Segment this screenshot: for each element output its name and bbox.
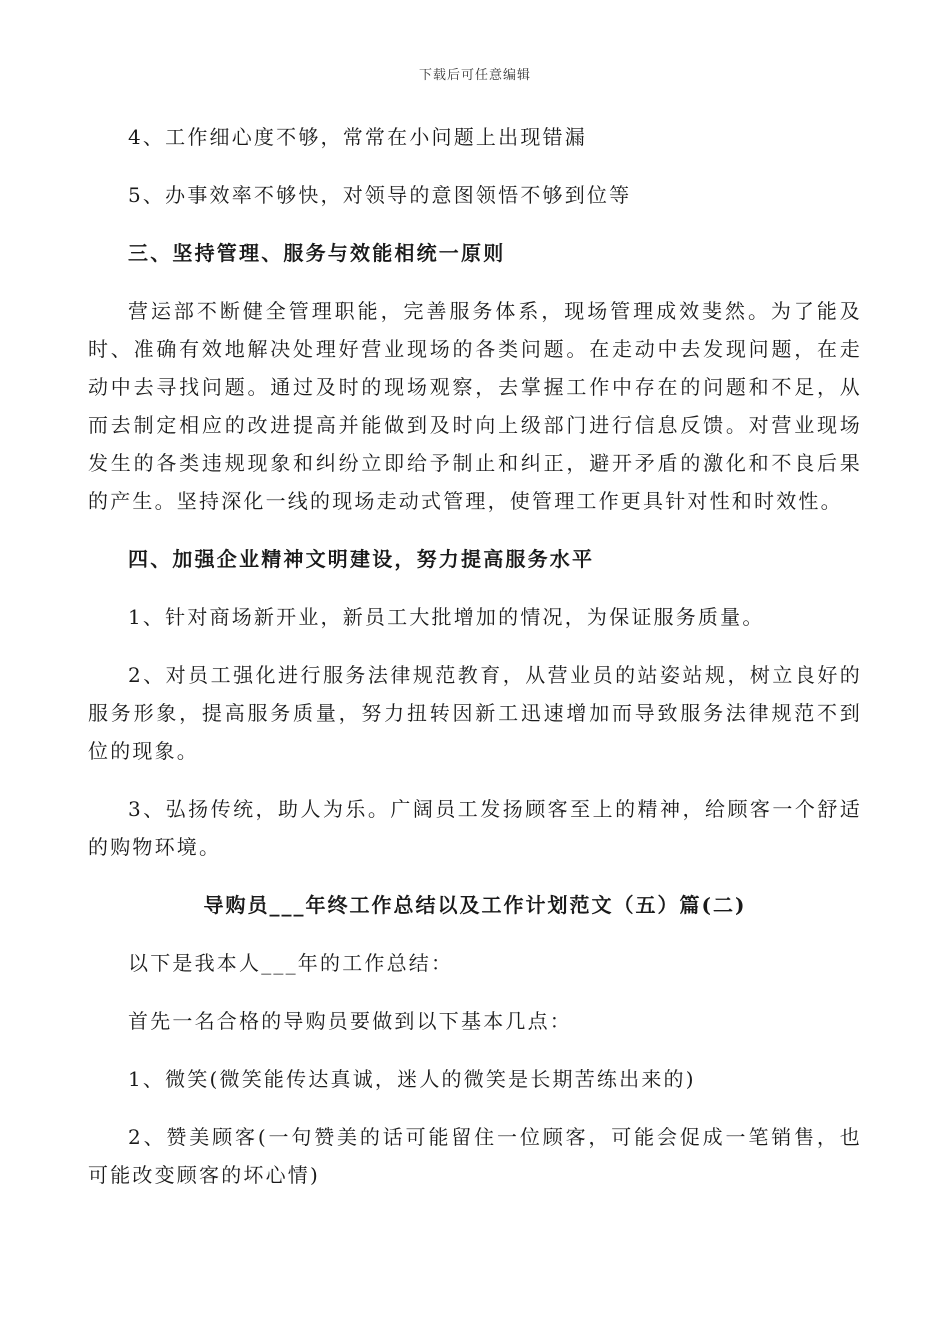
- part2-item-1: 1、微笑(微笑能传达真诚，迷人的微笑是长期苦练出来的): [128, 1067, 696, 1091]
- section4-item-1: 1、针对商场新开业，新员工大批增加的情况，为保证服务质量。: [128, 605, 765, 629]
- section4-item-3: 3、弘扬传统，助人为乐。广阔员工发扬顾客至上的精神，给顾客一个舒适的购物环境。: [88, 797, 862, 859]
- document-body: [88, 118, 862, 1214]
- header-note: 下载后可任意编辑: [418, 68, 531, 83]
- section4-item-2: 2、对员工强化进行服务法律规范教育，从营业员的站姿站规，树立良好的服务形象，提高服务质量，努力扭转因新工迅速增加而导致服务法律规范不到位的现象。: [88, 663, 862, 763]
- section-heading-3: 三、坚持管理、服务与效能相统一原则: [128, 241, 506, 265]
- part2-lead: 首先一名合格的导购员要做到以下基本几点：: [128, 1009, 572, 1033]
- part2-title: 导购员___年终工作总结以及工作计划范文（五）篇(二): [203, 893, 747, 917]
- list-item-4: 4、工作细心度不够，常常在小问题上出现错漏: [128, 125, 587, 149]
- list-item-5: 5、办事效率不够快，对领导的意图领悟不够到位等: [128, 183, 632, 207]
- section-paragraph-3: 营运部不断健全管理职能，完善服务体系，现场管理成效斐然。为了能及时、准确有效地解决处理好营业现场的各类问题。在走动中去发现问题，在走动中去寻找问题。通过及时的现场观察，去掌握工作中存在的问题和不足，从而去制定相应的改进提高并能做到及时向上级部门进行信息反馈。对营业现场发生的各类违规现象和纠纷立即给予制止和纠正，避开矛盾的激化和不良后果的产生。坚持深化一线的现场走动式管理，使管理工作更具针对性和时效性。: [88, 299, 862, 513]
- part2-intro: 以下是我本人___年的工作总结：: [128, 951, 454, 975]
- part2-item-2: 2、赞美顾客(一句赞美的话可能留住一位顾客，可能会促成一笔销售，也可能改变顾客的坏心情): [88, 1125, 862, 1187]
- section-heading-4: 四、加强企业精神文明建设，努力提高服务水平: [128, 547, 595, 571]
